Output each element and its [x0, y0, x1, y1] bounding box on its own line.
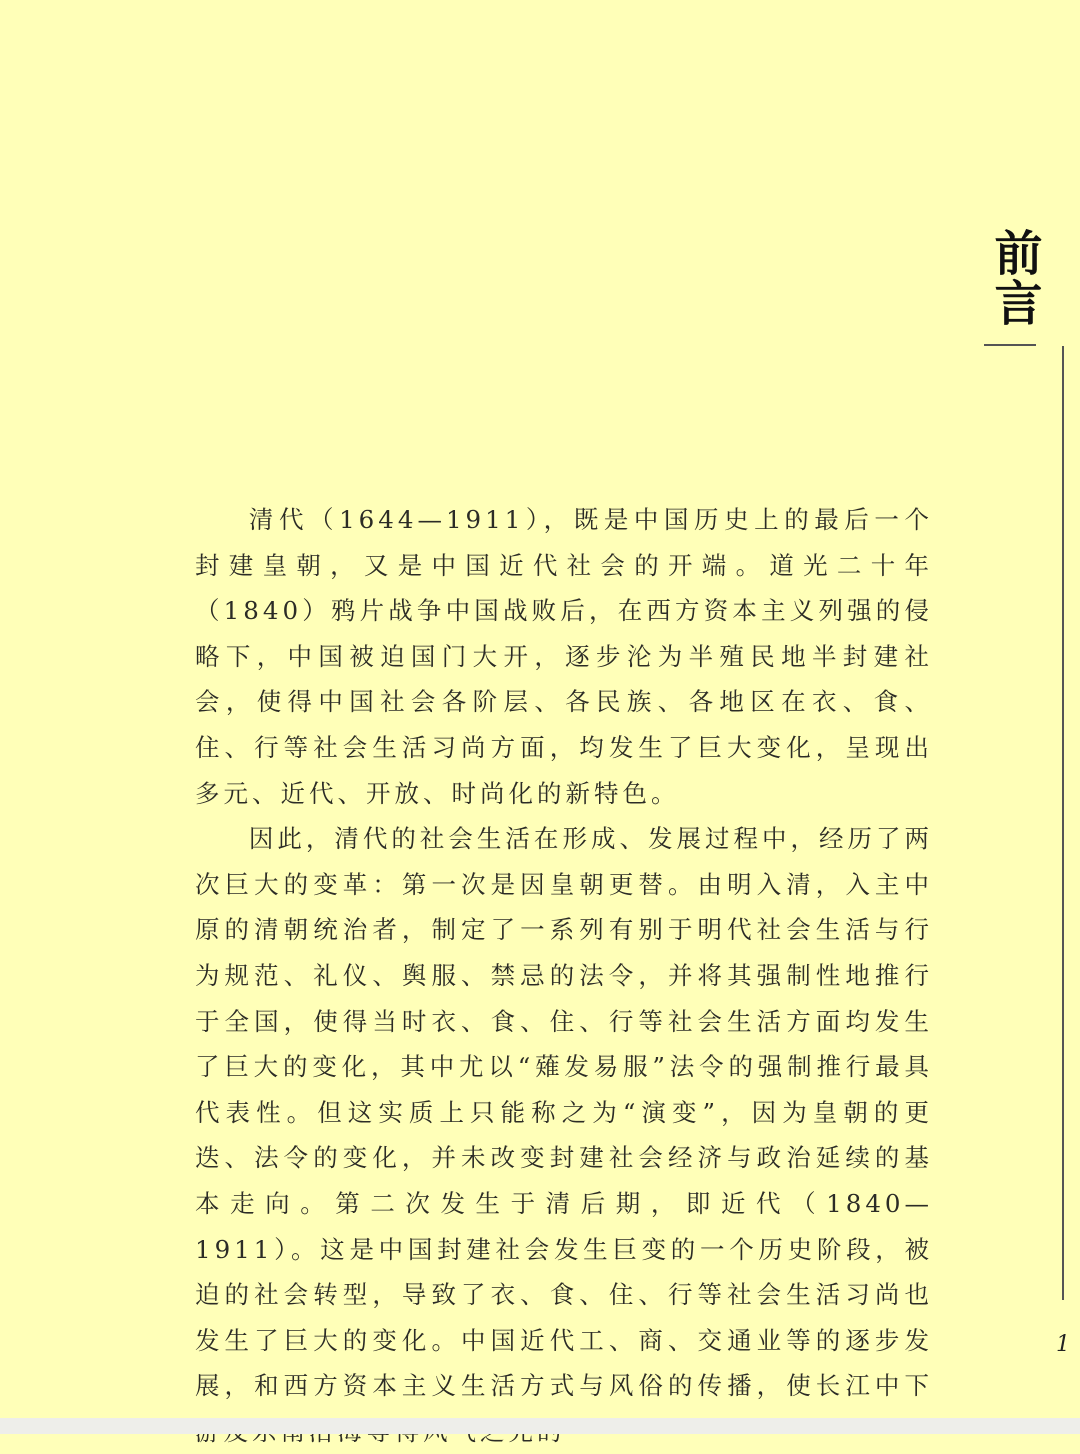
heading-underline [984, 344, 1036, 346]
paragraph: 因此，清代的社会生活在形成、发展过程中，经历了两次巨大的变革：第一次是因皇朝更替。由明入清，入主中原的清朝统治者，制定了一系列有别于明代社会生活与行为规范、礼仪、舆服、禁忌的法令，并将其强制性地推行于全国，使得当时衣、食、住、行等社会生活方面均发生了巨大的变化，其中尤以“薙发易服”法令的强制推行最具代表性。但这实质上只能称之为“演变”，因为皇朝的更迭、法令的变化，并未改变封建社会经济与政治延续的基本走向。第二次发生于清后期，即近代（1840—1911）。这是中国封建社会发生巨变的一个历史阶段，被迫的社会转型，导致了衣、食、住、行等社会生活习尚也发生了巨大的变化。中国近代工、商、交通业等的逐步发展，和西方资本主义生活方式与风俗的传播，使长江中下 [195, 824, 933, 1401]
body-text [195, 497, 933, 1454]
margin-rule [1062, 346, 1064, 1300]
page-number: 1 [1056, 1332, 1070, 1357]
bottom-strip [0, 1418, 1080, 1434]
chapter-heading: 前言 [986, 228, 1042, 328]
paragraph: 清代（1644—1911），既是中国历史上的最后一个封建皇朝，又是中国近代社会的开端。道光二十年（1840）鸦片战争中国战败后，在西方资本主义列强的侵略下，中国被迫国门大开，逐步沦为半殖民地半封建社会，使得中国社会各阶层、各民族、各地区在衣、食、住、行等社会生活习尚方面，均发生了巨大变化，呈现出多元、近代、开放、时尚化的新特色。 [195, 505, 933, 808]
